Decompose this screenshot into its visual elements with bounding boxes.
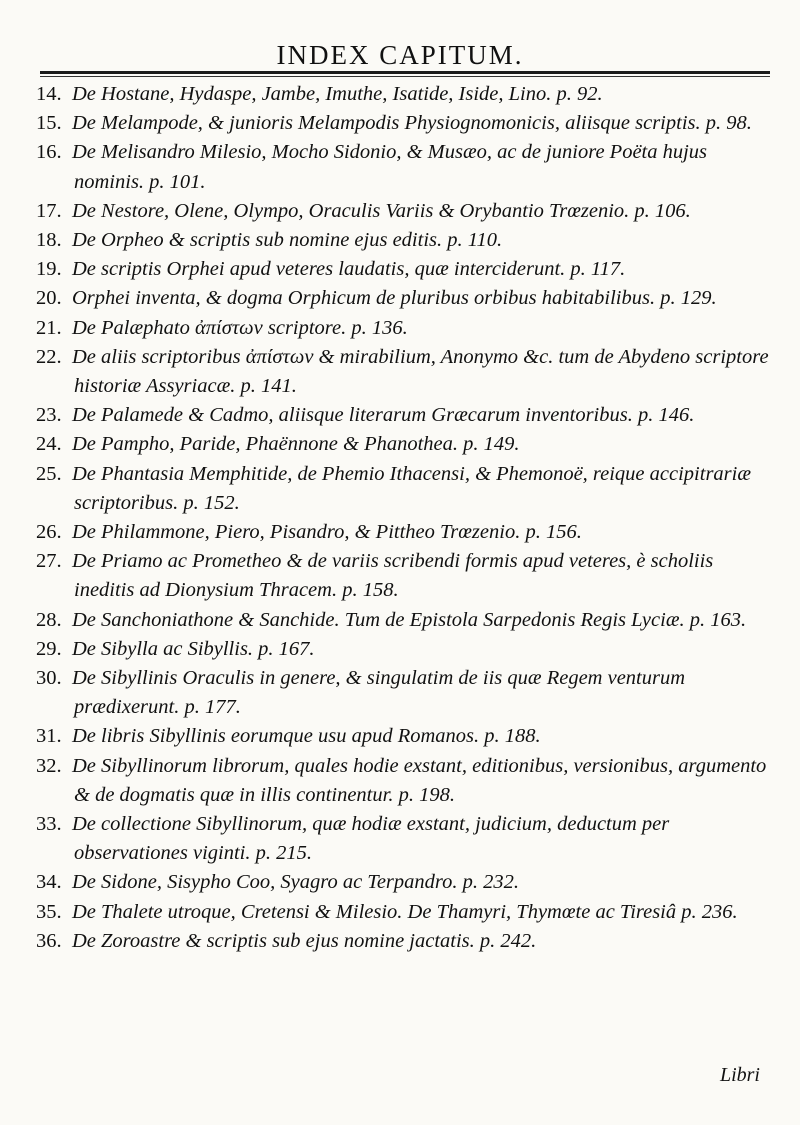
entry-number: 19. [36,258,62,281]
index-entry [36,109,776,138]
index-entry [36,898,776,927]
index-entry [36,343,776,401]
index-entry [36,226,776,255]
entry-text: De Sidone, Sisypho Coo, Syagro ac Terpandro. p. 232. [72,871,519,894]
index-entry [36,752,776,810]
entry-text: De Hostane, Hydaspe, Jambe, Imuthe, Isatide, Iside, Lino. p. 92. [72,83,603,105]
entry-text: De Orpheo & scriptis sub nomine ejus editis. p. 110. [72,229,503,252]
entry-number: 30. [36,667,62,690]
entry-number: 14. [36,83,62,105]
index-entry [36,606,776,635]
entry-number: 20. [36,287,62,310]
index-entry [36,138,776,196]
index-entries [36,80,776,956]
index-entry [36,430,776,459]
entry-text: De Sanchoniathone & Sanchide. Tum de Epistola Sarpedonis Regis Lyciæ. p. 163. [72,608,747,631]
entry-number: 16. [36,141,62,164]
index-entry [36,664,776,722]
entry-text: De Nestore, Olene, Olympo, Oraculis Variis & Orybantio Trœzenio. p. 106. [72,199,691,222]
entry-number: 32. [36,754,62,777]
entry-text: De Palamede & Cadmo, aliisque literarum Græcarum inventoribus. p. 146. [72,404,695,427]
entry-text: De collectione Sibyllinorum, quæ hodiæ exstant, judicium, deductum per observationes viginti. p. 215. [72,813,670,865]
entry-text: De scriptis Orphei apud veteres laudatis, quæ interciderunt. p. 117. [72,258,626,281]
entry-number: 15. [36,112,62,135]
entry-number: 24. [36,433,62,456]
index-entry [36,284,776,313]
entry-number: 21. [36,316,62,339]
entry-text: De Sibyllinis Oraculis in genere, & singulatim de iis quæ Regem venturum prædixerunt. p. 177. [72,667,686,719]
index-entry [36,868,776,897]
index-entry [36,810,776,868]
index-entry [36,197,776,226]
index-entry [36,547,776,605]
index-entry [36,722,776,751]
entry-text: De Palæphato ἀπίστων scriptore. p. 136. [72,316,408,339]
entry-text: De Melisandro Milesio, Mocho Sidonio, & Musæo, ac de juniore Poëta hujus nominis. p. 101. [72,141,708,193]
entry-number: 22. [36,345,62,368]
entry-number: 36. [36,929,62,952]
entry-number: 25. [36,462,62,485]
entry-number: 17. [36,199,62,222]
entry-text: De libris Sibyllinis eorumque usu apud Romanos. p. 188. [72,725,541,748]
entry-number: 23. [36,404,62,427]
entry-text: De Sibyllinorum librorum, quales hodie exstant, editionibus, versionibus, argumento & de dogmatis quæ in illis continentur. p. 198. [72,754,767,806]
entry-text: De aliis scriptoribus ἀπίστων & mirabilium, Anonymo &c. tum de Abydeno scriptore historiæ Assyriacæ. p. 141. [72,345,769,398]
entry-number: 29. [36,637,62,660]
entry-text: De Priamo ac Prometheo & de variis scribendi formis apud veteres, è scholiis ineditis ad Dionysium Thracem. p. 158. [72,550,714,602]
index-entry [36,635,776,664]
entry-number: 26. [36,521,62,544]
entry-text: De Melampode, & junioris Melampodis Physiognomonicis, aliisque scriptis. p. 98. [72,112,752,135]
index-entry [36,460,776,518]
index-entry [36,255,776,284]
index-entry [36,927,776,956]
entry-text: De Zoroastre & scriptis sub ejus nomine jactatis. p. 242. [72,929,537,952]
catchword: Libri [719,1064,760,1086]
index-entry [36,401,776,430]
entry-number: 28. [36,608,62,631]
entry-text: De Philammone, Piero, Pisandro, & Pittheo Trœzenio. p. 156. [72,521,582,544]
entry-text: De Phantasia Memphitide, de Phemio Ithacensi, & Phemonoë, reique accipitrariæ scriptoribus. p. 152. [72,462,752,514]
entry-number: 34. [36,871,62,894]
entry-number: 31. [36,725,62,748]
entry-number: 33. [36,813,62,836]
header-rule-thick [40,71,770,74]
entry-text: De Sibylla ac Sibyllis. p. 167. [72,637,315,660]
entry-number: 18. [36,229,62,252]
entry-number: 27. [36,550,62,573]
index-entry [36,80,776,109]
entry-text: De Pampho, Paride, Phaënnone & Phanothea. p. 149. [72,433,520,456]
header-rule-thin [40,76,770,77]
entry-text: Orphei inventa, & dogma Orphicum de pluribus orbibus habitabilibus. p. 129. [72,287,717,310]
entry-number: 35. [36,900,62,923]
page-header-title: INDEX CAPITUM. [276,40,524,70]
index-entry [36,314,776,343]
entry-text: De Thalete utroque, Cretensi & Milesio. De Thamyri, Thymœte ac Tiresiâ p. 236. [72,900,738,923]
index-entry [36,518,776,547]
